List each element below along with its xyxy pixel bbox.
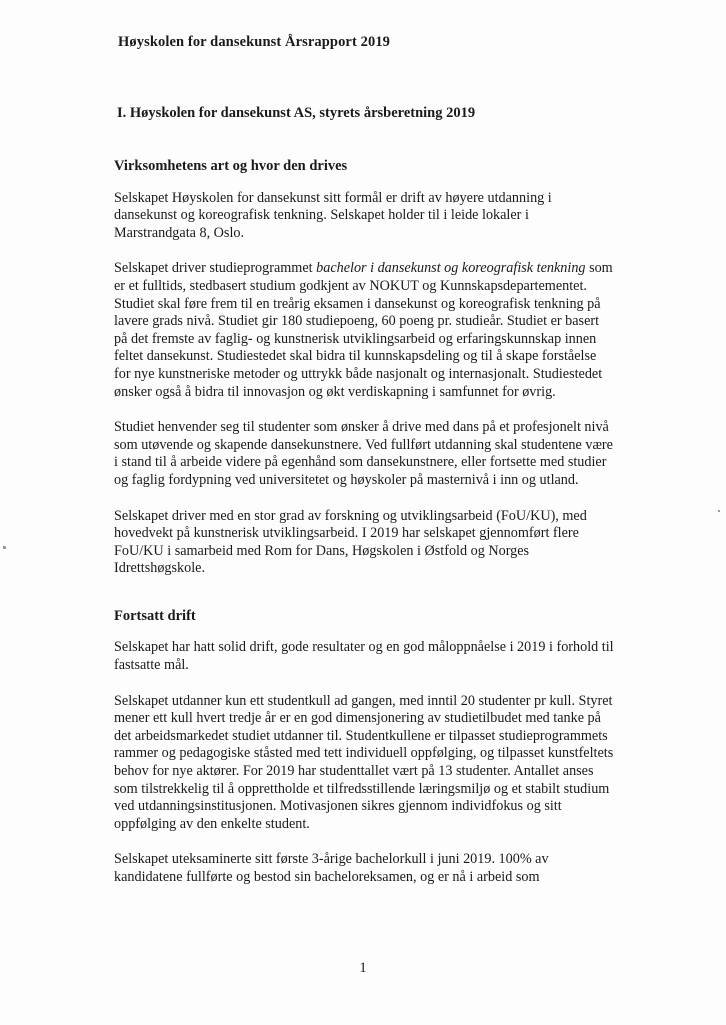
paragraph: Studiet henvender seg til studenter som ønsker å drive med dans på et profesjonelt nivå som utøvende og skapende dansekunstnere. Ved fullført utdanning skal studentene være i stand til å arbeide videre på egenhånd som dansekunstnere, eller fortsette med studier og faglig fordypning ved universitetet og høyskoler på masternivå i inn og utland. [114,419,613,488]
scan-artifact [718,510,720,512]
page-number: 1 [359,960,367,976]
paragraph-text: Selskapet driver studieprogrammet [114,260,317,277]
paragraph: Selskapet har hatt solid drift, gode resultater og en god måloppnåelse i 2019 i forhold til fastsatte mål. [114,639,614,674]
paragraph-text: som er et fulltids, stedbasert studium godkjent av NOKUT og Kunnskapsdepartementet. Studiet skal føre frem til en treårig eksamen i dansekunst og koreografisk tenkning på lavere grads nivå. Studiet gir 180 studiepoeng, 60 poeng pr. studieår. Studiet er basert på det fremste av faglig- og kunstnerisk utviklingsarbeid og erfaringskunnskap innen feltet dansekunst. Studiestedet skal bidra til kunnskapsdeling og til å skape forståelse for nye kunstneriske metoder og uttrykk både nasjonalt og internasjonalt. Studiestedet ønsker også å bidra til innovasjon og økt verdiskapning i samfunnet for øvrig. [114,260,613,400]
paragraph-study-program [114,260,614,401]
paragraph: Selskapet utdanner kun ett studentkull ad gangen, med inntil 20 studenter pr kull. Styret mener ett kull hvert tredje år er en god dimensjonering av studietilbudet med tanke på det arbeidsmarkedet studiet utdanner til. Studentkullene er tilpasset studieprogrammets rammer og pedagogiske ståsted med tett individuell oppfølging, og tilpasset kunstfeltets behov for nye aktører. For 2019 har studenttallet vært på 13 studenter. Antallet anses som tilstrekkelig til å opprettholde et tilfredsstillende læringsmiljø og et stabilt studium ved utdanningsinstitusjonen. Motivasjonen sikres gjennom individfokus og sitt oppfølging av den enkelte student. [114,692,614,832]
running-header: Høyskolen for dansekunst Årsrapport 2019 [118,34,391,50]
section-heading-fortsatt-drift: Fortsatt drift [114,607,196,624]
program-name-emphasis: bachelor i dansekunst og koreografisk tenkning [316,260,586,277]
scan-artifact [3,546,6,549]
body-content [114,158,614,905]
paragraph: Selskapet Høyskolen for dansekunst sitt formål er drift av høyere utdanning i dansekunst og koreografisk tenkning. Selskapet holder til i leide lokaler i Marstrandgata 8, Oslo. [114,189,552,241]
chapter-title: I. Høyskolen for dansekunst AS, styrets årsberetning 2019 [117,105,476,121]
paragraph: Selskapet uteksaminerte sitt første 3-årige bachelorkull i juni 2019. 100% av kandidatene fullførte og bestod sin bacheloreksamen, og er nå i arbeid som [114,851,549,885]
section-heading-virksomhet: Virksomhetens art og hvor den drives [114,158,348,174]
paragraph: Selskapet driver med en stor grad av forskning og utviklingsarbeid (FoU/KU), med hovedvekt på kunstnerisk utviklingsarbeid. I 2019 har selskapet gjennomført flere FoU/KU i samarbeid med Rom for Dans, Høgskolen i Østfold og Norges Idrettshøgskole. [114,507,587,577]
